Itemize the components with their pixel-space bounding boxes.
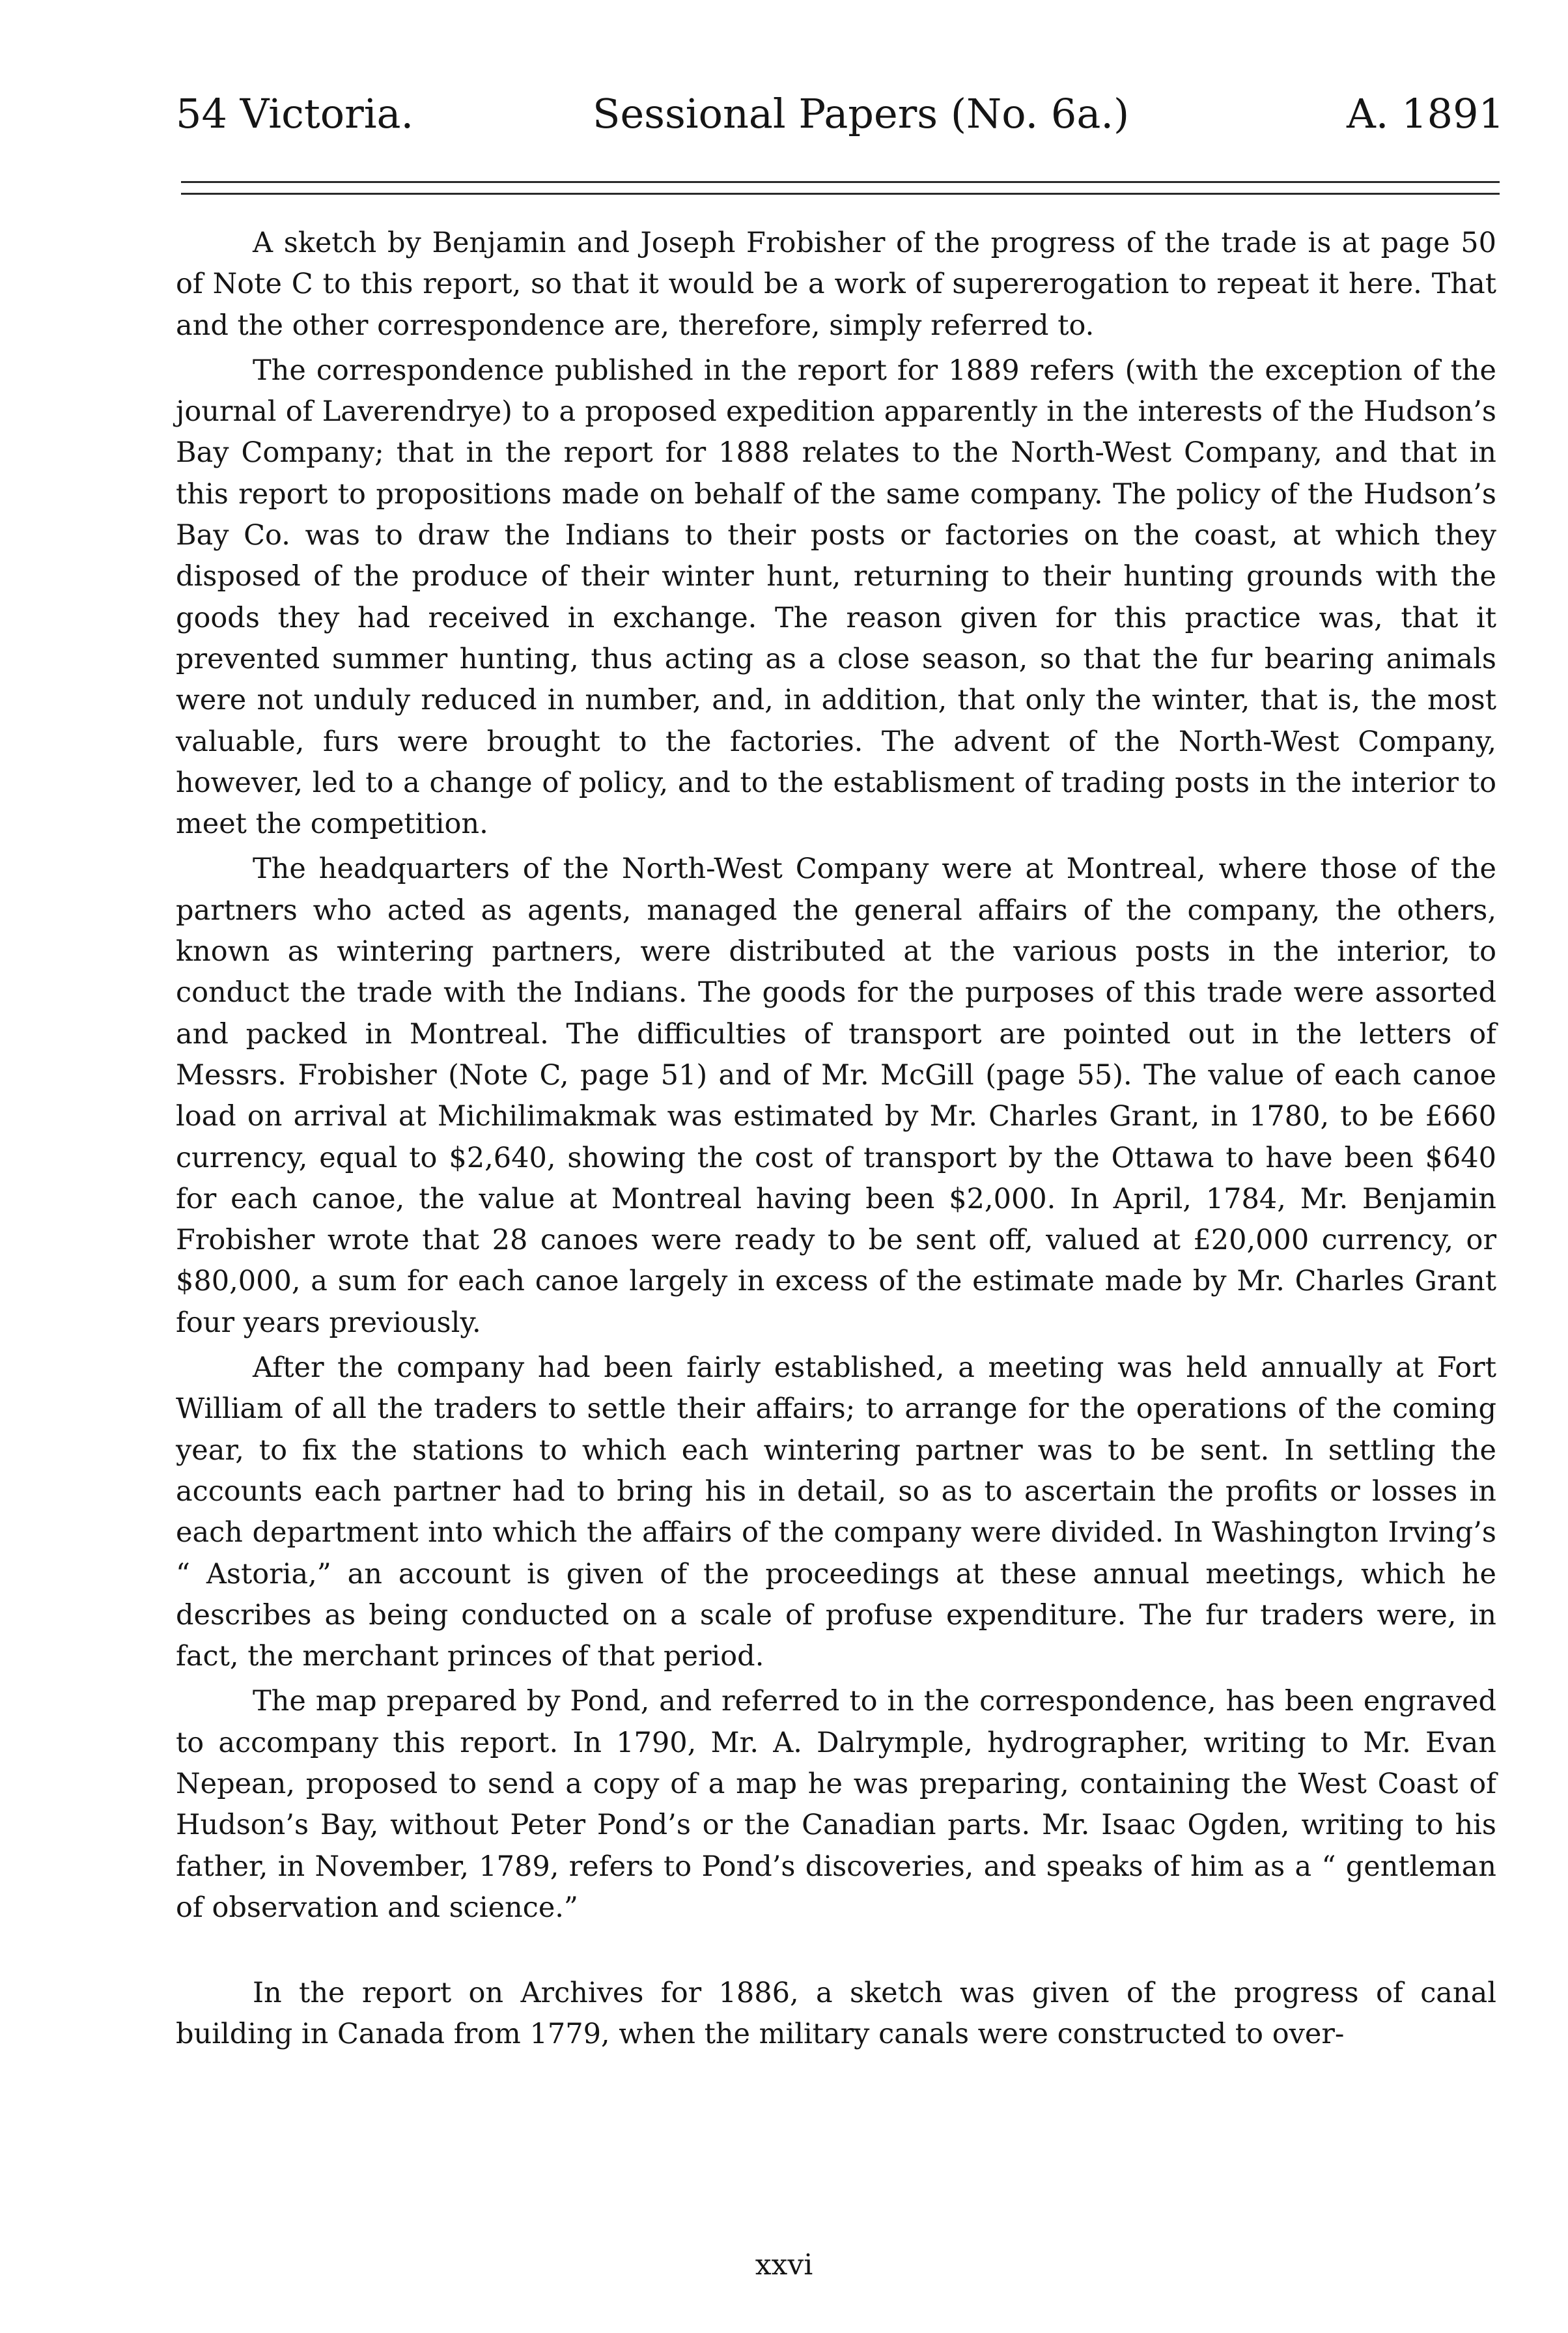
header-session: 54 Victoria.: [176, 90, 414, 137]
header-rule-top: [181, 181, 1500, 183]
paragraph-correspondence: The correspondence published in the report for 1889 refers (with the exception of the journal of Laverendrye) to a proposed expedition apparently in the interests of the Hudson’s Bay Company; that in the report for 1888 relates to the North-West Company, and that in this report to propositions made on behalf of the same company. The policy of the Hudson’s Bay Co. was to draw the Indians to their posts or factories on the coast, at which they disposed of the produce of their winter hunt, returning to their hunting grounds with the goods they had received in exchange. The reason given for this practice was, that it prevented summer hunting, thus acting as a close season, so that the fur bearing animals were not unduly reduced in number, and, in addition, that only the winter, that is, the most valuable, furs were brought to the factories. The advent of the North-West Company, however, led to a change of policy, and to the establisment of trading posts in the interior to meet the competition.: [176, 354, 1496, 841]
paragraph-headquarters: The headquarters of the North-West Company were at Montreal, where those of the partners who acted as agents, managed the general affairs of the company, the others, known as wintering partners, were distributed at the various posts in the interior, to conduct the trade with the Indians. The goods for the purposes of this trade were assorted and packed in Montreal. The difficulties of transport are pointed out in the letters of Messrs. Frobisher (Note C, page 51) and of Mr. McGill (page 55). The value of each canoe load on arrival at Michilimakmak was estimated by Mr. Charles Grant, in 1780, to be £660 currency, equal to $2,640, showing the cost of transport by the Ottawa to have been $640 for each canoe, the value at Montreal having been $2,000. In April, 1784, Mr. Benjamin Frobisher wrote that 28 canoes were ready to be sent off, valued at £20,000 currency, or $80,000, a sum for each canoe largely in excess of the estimate made by Mr. Charles Grant four years previously.: [176, 853, 1496, 1339]
running-header: [176, 85, 1504, 143]
header-publication: Sessional Papers (No. 6a.): [593, 90, 1130, 137]
paragraph-canal-building: In the report on Archives for 1886, a sketch was given of the progress of canal building in Canada from 1779, when the military canals were constructed to over-: [176, 1977, 1496, 2051]
body-text: [176, 223, 1496, 2056]
paragraph-frobisher-sketch: A sketch by Benjamin and Joseph Frobisher of the progress of the trade is at page 50 of Note C to this report, so that it would be a work of supererogation to repeat it here. That and the other correspondence are, therefore, simply referred to.: [176, 227, 1496, 342]
page-number: xxvi: [755, 2248, 813, 2282]
paragraph-pond-map: The map prepared by Pond, and referred to in the correspondence, has been engraved to accompany this report. In 1790, Mr. A. Dalrymple, hydrographer, writing to Mr. Evan Nepean, proposed to send a copy of a map he was preparing, containing the West Coast of Hudson’s Bay, without Peter Pond’s or the Canadian parts. Mr. Isaac Ogden, writing to his father, in November, 1789, refers to Pond’s discoveries, and speaks of him as a “ gentleman of observation and science.”: [176, 1685, 1496, 1924]
paragraph-annual-meeting: After the company had been fairly established, a meeting was held annually at Fort William of all the traders to settle their affairs; to arrange for the operations of the coming year, to fix the stations to which each wintering partner was to be sent. In settling the accounts each partner had to bring his in detail, so as to ascertain the profits or losses in each department into which the affairs of the company were divided. In Washington Irving’s “ Astoria,” an account is given of the proceedings at these annual meetings, which he describes as being conducted on a scale of profuse expenditure. The fur traders were, in fact, the merchant princes of that period.: [176, 1351, 1496, 1673]
header-year: A. 1891: [1347, 90, 1504, 137]
header-rule-bottom: [181, 193, 1500, 195]
